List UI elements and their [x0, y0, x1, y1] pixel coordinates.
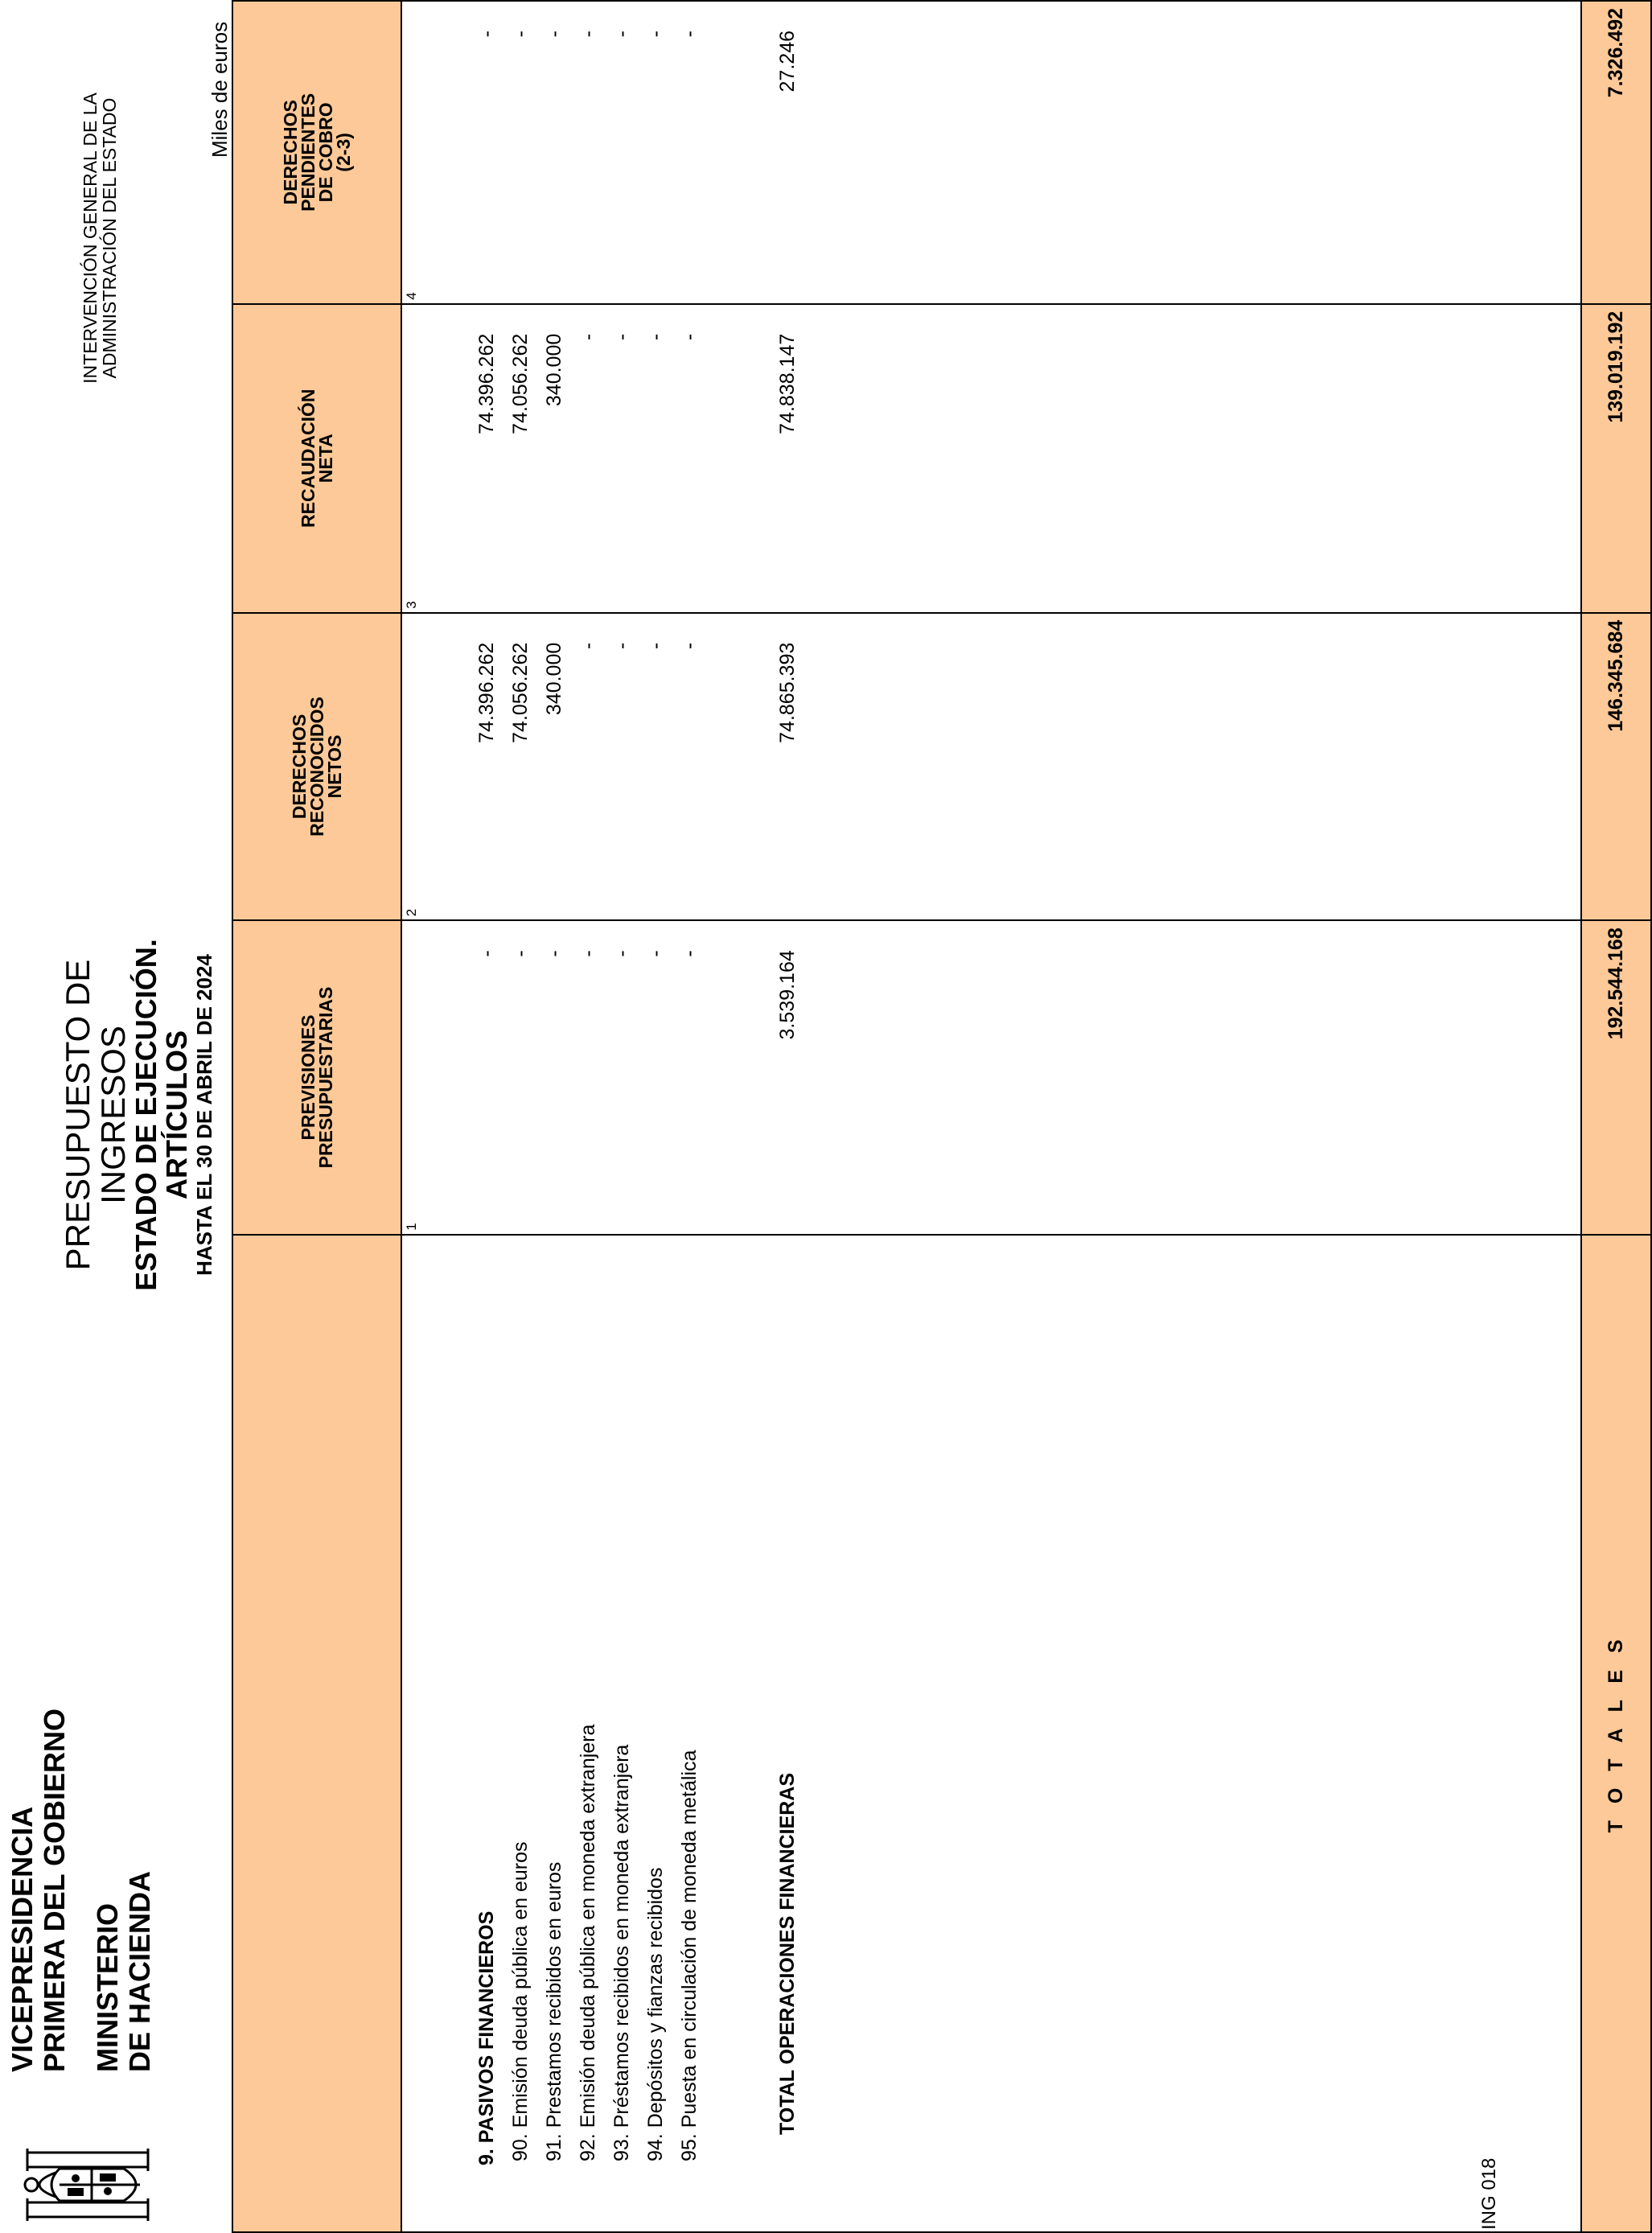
cell-value: 74.056.262 [509, 642, 532, 743]
cell-value: - [543, 31, 565, 38]
total-derechos-reconocidos: 146.345.684 [1581, 613, 1651, 921]
row-label: 93. Préstamos recibidos en moneda extranjera [610, 1744, 633, 2161]
derechos-pendientes-column [401, 1, 1581, 304]
report-subtitle: ESTADO DE EJECUCIÓN. ARTÍCULOS [129, 939, 193, 1291]
cell-value: - [577, 642, 599, 650]
cell-value: - [577, 950, 599, 957]
cell-value: - [678, 950, 701, 957]
column-number: 3 [404, 601, 419, 609]
units-label: Miles de euros [208, 21, 232, 158]
cell-value: 340.000 [543, 642, 565, 716]
report-title: PRESUPUESTO DE INGRESOS [59, 959, 132, 1271]
derechos-reconocidos-column [401, 613, 1581, 921]
cell-value: - [644, 642, 667, 650]
totals-label: T O T A L E S [1581, 1235, 1651, 2232]
total-derechos-pendientes: 7.326.492 [1581, 1, 1651, 304]
row-label-total: TOTAL OPERACIONES FINANCIERAS [776, 1772, 799, 2135]
coat-of-arms-icon [11, 2145, 164, 2225]
cell-value: 74.056.262 [509, 333, 532, 434]
cell-value: - [610, 333, 633, 341]
cell-value: - [644, 333, 667, 341]
cell-value: - [610, 950, 633, 957]
header-derechos-reconocidos: DERECHOS RECONOCIDOS NETOS [232, 613, 401, 921]
column-number: 4 [404, 292, 419, 300]
description-column [401, 1235, 1581, 2232]
cell-value: - [577, 333, 599, 341]
cell-value: - [678, 642, 701, 650]
header-recaudacion-neta: RECAUDACIÓN NETA [232, 304, 401, 613]
description-lines [470, 1236, 804, 2231]
header-derechos-pendientes: DERECHOS PENDIENTES DE COBRO (2-3) [232, 1, 401, 304]
cell-value-total: 3.539.164 [776, 950, 799, 1040]
cell-value: 74.396.262 [475, 333, 498, 434]
cell-value-total: 27.246 [776, 31, 799, 93]
cell-value: - [509, 950, 532, 957]
org-vicepresidencia: VICEPRESIDENCIA PRIMERA DEL GOBIERNO [6, 1708, 71, 2072]
column-number: 2 [404, 908, 419, 917]
execution-table [232, 0, 1652, 2233]
igae-label: INTERVENCIÓN GENERAL DE LA ADMINISTRACIÓN DEL ESTADO [80, 93, 120, 384]
totals-row [1581, 1, 1651, 2232]
cell-value: 340.000 [543, 333, 565, 407]
row-label: 94. Depósitos y fianzas recibidos [644, 1867, 667, 2161]
cell-value: - [610, 642, 633, 650]
table-header-row [232, 1, 401, 2232]
cell-value: - [610, 31, 633, 38]
row-label: 92. Emisión deuda pública en moneda extranjera [577, 1724, 599, 2161]
row-label: 91. Prestamos recibidos en euros [543, 1861, 565, 2161]
cell-value: - [678, 333, 701, 341]
report-period: HASTA EL 30 DE ABRIL DE 2024 [192, 954, 216, 1276]
cell-value-total: 74.865.393 [776, 642, 799, 743]
total-recaudacion-neta: 139.019.192 [1581, 304, 1651, 613]
row-label: 9. PASIVOS FINANCIEROS [475, 1910, 498, 2165]
total-previsiones: 192.544.168 [1581, 920, 1651, 1234]
form-code: ING 018 [1478, 2157, 1500, 2230]
cell-value: 74.396.262 [475, 642, 498, 743]
table-body-row [401, 1, 1581, 2232]
cell-value: - [543, 950, 565, 957]
column-number: 1 [404, 1223, 419, 1231]
cell-value: - [475, 950, 498, 957]
header-previsiones: PREVISIONES PRESUPUESTARIAS [232, 920, 401, 1234]
cell-value: - [678, 31, 701, 38]
recaudacion-neta-column [401, 304, 1581, 613]
report-title-block [60, 866, 216, 1364]
cell-value-total: 74.838.147 [776, 333, 799, 434]
row-label: 95. Puesta en circulación de moneda metálica [678, 1750, 701, 2161]
row-label: 90. Emisión deuda pública en euros [509, 1841, 532, 2161]
previsiones-column [401, 920, 1581, 1234]
cell-value: - [644, 950, 667, 957]
cell-value: - [577, 31, 599, 38]
header-description [232, 1235, 401, 2232]
org-ministerio: MINISTERIO DE HACIENDA [91, 1870, 156, 2072]
cell-value: - [475, 31, 498, 38]
cell-value: - [644, 31, 667, 38]
cell-value: - [509, 31, 532, 38]
